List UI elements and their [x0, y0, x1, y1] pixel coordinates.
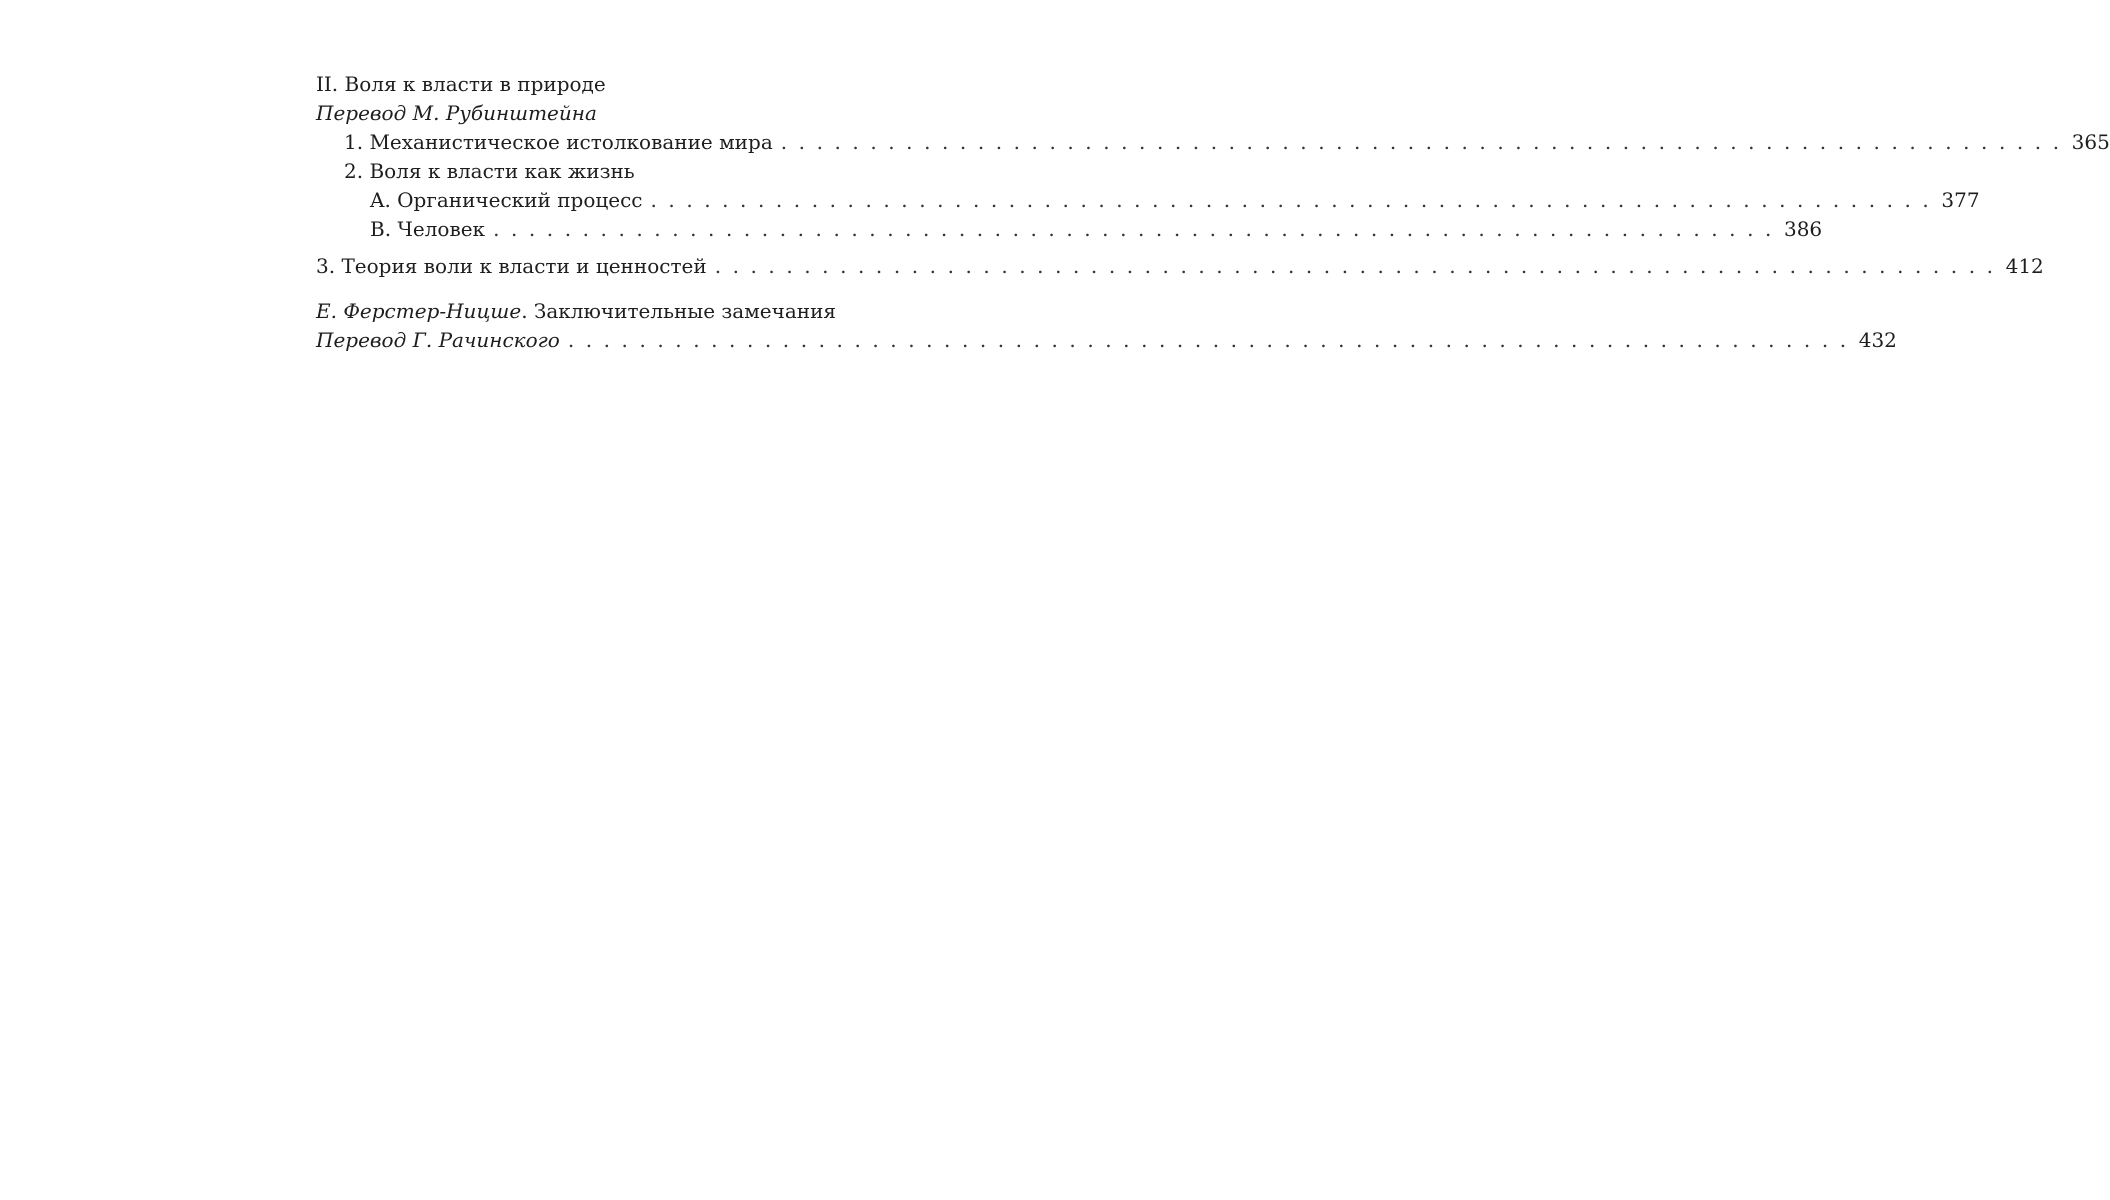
toc-entry-page: 432 [1858, 328, 1897, 352]
afterword-author: Е. Ферстер-Ницше [316, 299, 522, 323]
toc-entry-page: 365 [2071, 130, 2110, 154]
afterword-title-line[interactable] [316, 297, 890, 326]
dot-leader: . . . . . . . . . . . . . . . . . . . . . . . . . . . . . . . . . . . . . . . . . . . . . . . . . . . . . . . . . . . . . . . . . . . . . . . . [780, 130, 2062, 154]
toc-entry[interactable] [316, 186, 1980, 215]
toc-entry-label: A. Органический процесс [370, 188, 643, 212]
toc-entry-page: 386 [1783, 217, 1823, 241]
section-translator: Перевод М. Рубинштейна [316, 101, 597, 125]
toc-entry[interactable] [316, 128, 2110, 157]
dot-leader: . . . . . . . . . . . . . . . . . . . . . . . . . . . . . . . . . . . . . . . . . . . . . . . . . . . . . . . . . . . . . . . . . . . . . . . . [650, 188, 1932, 212]
toc-entry-label: B. Человек [370, 217, 486, 241]
section-title: II. Воля к власти в природе [316, 72, 606, 96]
afterword-translator: Перевод Г. Рачинского [316, 328, 560, 352]
toc-entry[interactable] [316, 157, 890, 186]
toc-entry-label: 2. Воля к власти как жизнь [344, 159, 635, 183]
toc-entry-page: 377 [1941, 188, 1980, 212]
toc-entry[interactable] [316, 252, 2044, 281]
toc-entry-page: 412 [2005, 254, 2044, 278]
toc-entry-label: 3. Теория воли к власти и ценностей [316, 254, 707, 278]
toc-entry[interactable] [316, 326, 1897, 355]
toc-entry-label: 1. Механистическое истолкование мира [344, 130, 773, 154]
afterword-title: Заключительные замечания [527, 299, 837, 323]
dot-leader: . . . . . . . . . . . . . . . . . . . . . . . . . . . . . . . . . . . . . . . . . . . . . . . . . . . . . . . . . . . . . . . . . . . . . . . . [493, 217, 1774, 241]
toc-entry[interactable] [316, 215, 1823, 244]
afterword-author-separator: . [521, 299, 528, 323]
dot-leader: . . . . . . . . . . . . . . . . . . . . . . . . . . . . . . . . . . . . . . . . . . . . . . . . . . . . . . . . . . . . . . . . . . . . . . . . [714, 254, 1996, 278]
table-of-contents [316, 70, 2110, 355]
dot-leader: . . . . . . . . . . . . . . . . . . . . . . . . . . . . . . . . . . . . . . . . . . . . . . . . . . . . . . . . . . . . . . . . . . . . . . . . [567, 328, 1849, 352]
